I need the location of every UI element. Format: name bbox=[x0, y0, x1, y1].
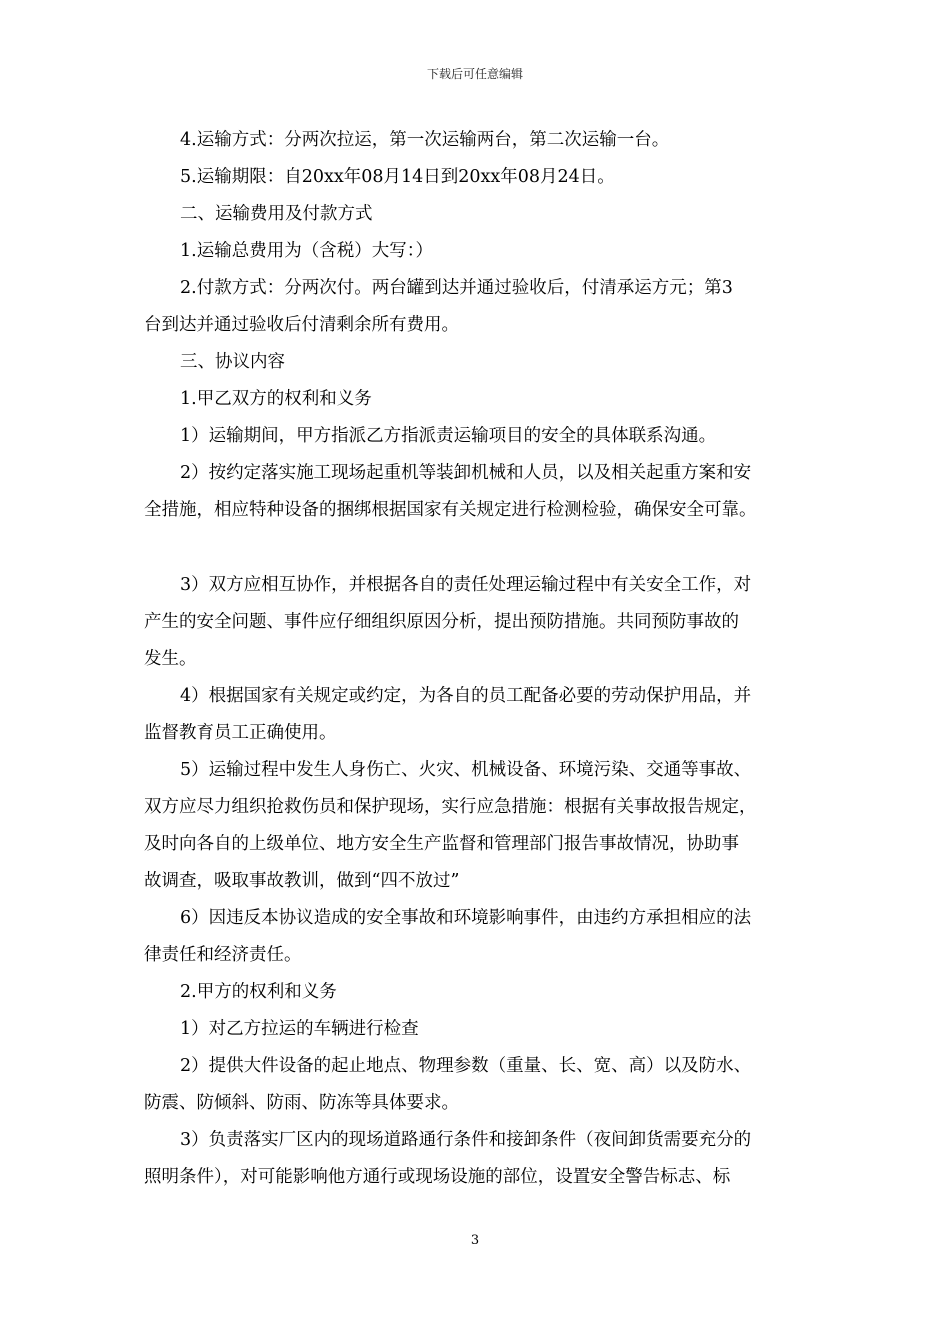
paragraph-line: 2）提供大件设备的起止地点、物理参数（重量、长、宽、高）以及防水、 bbox=[180, 1056, 752, 1076]
subsection-heading: 2.甲方的权利和义务 bbox=[180, 982, 337, 1002]
paragraph-line: 1.运输总费用为（含税）大写：） bbox=[180, 241, 433, 261]
paragraph-line: 3）负责落实厂区内的现场道路通行条件和接卸条件（夜间卸货需要充分的 bbox=[180, 1130, 752, 1150]
paragraph-line: 4.运输方式：分两次拉运，第一次运输两台，第二次运输一台。 bbox=[180, 130, 670, 150]
subsection-heading: 1.甲乙双方的权利和义务 bbox=[180, 389, 372, 409]
paragraph-gap bbox=[144, 529, 808, 567]
page-header: 下载后可任意编辑 bbox=[426, 67, 523, 81]
paragraph-line: 双方应尽力组织抢救伤员和保护现场，实行应急措施：根据有关事故报告规定， bbox=[144, 797, 757, 817]
paragraph-line: 1）对乙方拉运的车辆进行检查 bbox=[180, 1019, 419, 1039]
paragraph-line: 及时向各自的上级单位、地方安全生产监督和管理部门报告事故情况，协助事 bbox=[144, 834, 739, 854]
paragraph-line: 5）运输过程中发生人身伤亡、火灾、机械设备、环境污染、交通等事故、 bbox=[180, 760, 752, 780]
paragraph-line: 产生的安全问题、事件应仔细组织原因分析，提出预防措施。共同预防事故的 bbox=[144, 612, 739, 632]
paragraph-line: 故调查，吸取事故教训，做到“四不放过” bbox=[144, 871, 460, 891]
section-heading: 二、运输费用及付款方式 bbox=[180, 204, 373, 224]
paragraph-line: 3）双方应相互协作，并根据各自的责任处理运输过程中有关安全工作，对 bbox=[180, 575, 752, 595]
paragraph-line: 防震、防倾斜、防雨、防冻等具体要求。 bbox=[144, 1093, 459, 1113]
document-body bbox=[144, 122, 808, 1196]
section-heading: 三、协议内容 bbox=[180, 352, 285, 372]
paragraph-line: 全措施，相应特种设备的捆绑根据国家有关规定进行检测检验，确保安全可靠。 bbox=[144, 500, 757, 520]
paragraph-line: 4）根据国家有关规定或约定，为各自的员工配备必要的劳动保护用品，并 bbox=[180, 686, 752, 706]
paragraph-line: 律责任和经济责任。 bbox=[144, 945, 302, 965]
paragraph-line: 照明条件），对可能影响他方通行或现场设施的部位，设置安全警告标志、标 bbox=[144, 1167, 731, 1187]
paragraph-line: 台到达并通过验收后付清剩余所有费用。 bbox=[144, 315, 459, 335]
paragraph-line: 监督教育员工正确使用。 bbox=[144, 723, 337, 743]
page-number: 3 bbox=[470, 1233, 480, 1248]
paragraph-line: 2.付款方式：分两次付。两台罐到达并通过验收后，付清承运方元；第3 bbox=[180, 278, 733, 298]
paragraph-line: 6）因违反本协议造成的安全事故和环境影响事件，由违约方承担相应的法 bbox=[180, 908, 752, 928]
paragraph-line: 发生。 bbox=[144, 649, 197, 669]
paragraph-line: 5.运输期限：自20xx年08月14日到20xx年08月24日。 bbox=[180, 167, 615, 187]
paragraph-line: 1）运输期间，甲方指派乙方指派责运输项目的安全的具体联系沟通。 bbox=[180, 426, 717, 446]
paragraph-line: 2）按约定落实施工现场起重机等装卸机械和人员，以及相关起重方案和安 bbox=[180, 463, 752, 483]
